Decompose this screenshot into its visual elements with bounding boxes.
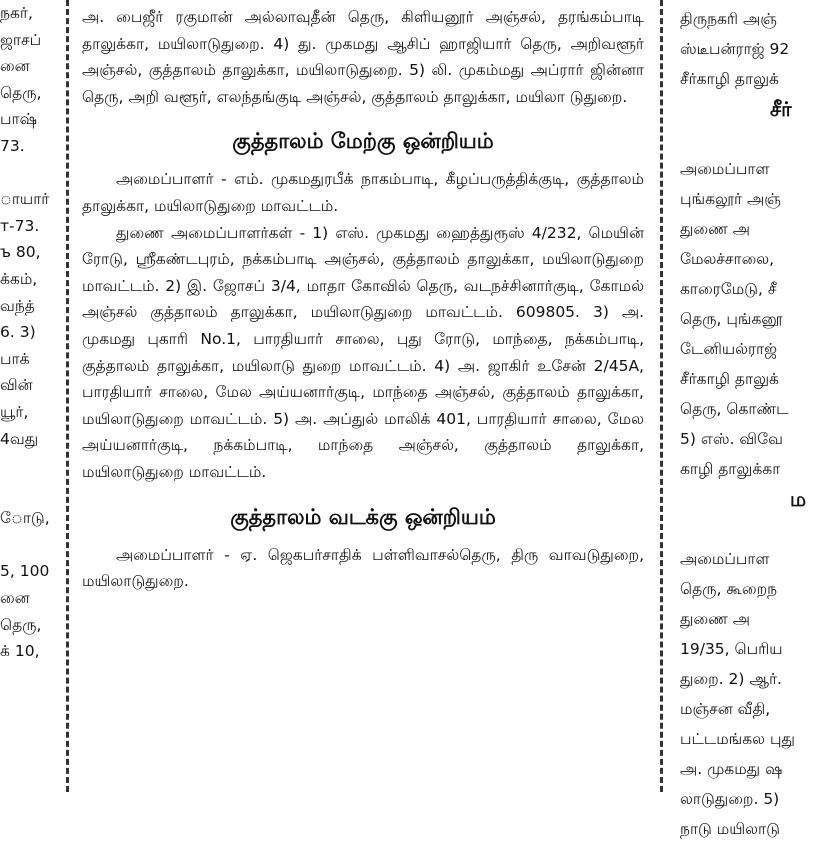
- right-fragment-line: சீர்காழி தாலுக்: [680, 70, 779, 88]
- left-fragment-line: வந்த்: [0, 296, 35, 315]
- left-fragment-line: வின்: [0, 376, 33, 395]
- right-fragment-line: அமைப்பாள: [680, 550, 770, 568]
- left-fragment-line: [0, 452, 50, 479]
- right-fragment-line: தெரு, கொண்ட: [680, 400, 789, 418]
- left-fragment-line: தெரு,: [0, 615, 42, 634]
- left-fragment-line: க்கம்,: [0, 269, 38, 288]
- paragraph-organizer: அமைப்பாளர் - எம். முகமதுரபீக் நாகம்பாடி, கீழப்பருத்திக்குடி, குத்தாலம் தாலுக்கா, மயிலாடுதுறை மாவட்டம்.: [82, 170, 644, 215]
- right-fragment-line: அமைப்பாள: [680, 160, 770, 178]
- right-fragment-line: பட்டமங்கல புது: [680, 730, 795, 748]
- right-fragment-line: சீர்காழி தாலுக்: [680, 370, 779, 388]
- right-fragment-line: ம: [790, 487, 807, 511]
- left-fragment-line: [0, 160, 50, 187]
- right-fragment-line: துறை. 2) ஆர்.: [680, 670, 782, 688]
- left-column-fragment: [0, 0, 50, 792]
- right-fragment-line: திருநகரி அஞ்: [680, 10, 777, 28]
- right-fragment-line: தெரு, கூறைந: [680, 580, 778, 598]
- right-fragment-line: மஞ்சன வீதி,: [680, 700, 771, 718]
- left-fragment-line: [0, 479, 50, 506]
- left-fragment-line: யூர்,: [0, 402, 29, 421]
- right-fragment-line: சீர்: [770, 97, 792, 121]
- section-heading-kuthalam-west: குத்தாலம் மேற்கு ஒன்றியம்: [232, 129, 494, 154]
- right-fragment-line: புங்கலூர் அஞ்: [680, 190, 781, 208]
- column-divider-right: [660, 0, 663, 792]
- left-fragment-line: ъ 80,: [0, 243, 41, 262]
- left-fragment-line: னை: [0, 57, 30, 76]
- section-heading-kuthalam-north: குத்தாலம் வடக்கு ஒன்றியம்: [230, 504, 496, 529]
- left-fragment-line: 4வது: [0, 429, 39, 448]
- paragraph-continuation: அ. பைஜீர் ரகுமான் அல்லாவுதீன் தெரு, கிளியனூர் அஞ்சல், தரங்கம்பாடி தாலுக்கா, மயிலாடுதுறை. 4) து. முகமது ஆசிப் ஹாஜியார் தெரு, அறிவளூர் அஞ்சல், குத்தாலம் தாலுக்கா, மயிலாடுதுறை. 5) லி. முகம்மது அப்ரார் ஜின்னா தெரு, அறி வளூர், எலந்தங்குடி அஞ்சல், குத்தாலம் தாலுக்கா, மயிலா டுதுறை.: [82, 8, 644, 106]
- right-fragment-line: டேனியல்ராஜ்: [680, 340, 778, 358]
- left-fragment-line: பாக்: [0, 349, 30, 368]
- column-divider-left: [66, 0, 69, 792]
- left-fragment-line: 5, 100: [0, 562, 50, 581]
- right-fragment-line: துணை அ: [680, 220, 750, 238]
- left-fragment-line: т-73.: [0, 216, 40, 235]
- right-fragment-line: நாடு மயிலாடு: [680, 820, 780, 838]
- left-fragment-line: தெரு,: [0, 83, 42, 102]
- left-fragment-line: ஜாசப்: [0, 30, 42, 49]
- left-fragment-line: க் 10,: [0, 642, 40, 661]
- right-fragment-line: [680, 514, 840, 544]
- middle-column: [82, 4, 644, 792]
- paragraph-organizer-north: அமைப்பாளர் - ஏ. ஜெகபர்சாதிக் பள்ளிவாசல்தெரு, திரு வாவடுதுறை, மயிலாடுதுறை.: [82, 545, 644, 591]
- right-fragment-line: 5) எஸ். விவே: [680, 430, 783, 448]
- left-fragment-line: ோடு,: [0, 509, 50, 528]
- left-fragment-line: நகர்,: [0, 4, 33, 22]
- right-fragment-line: அ. முகமது ஷ: [680, 760, 783, 778]
- right-fragment-line: தெரு, புங்கனூ: [680, 310, 783, 328]
- right-column-fragment: [680, 4, 840, 838]
- right-fragment-line: மேலச்சாலை,: [680, 250, 775, 268]
- left-fragment-line: 6. 3): [0, 323, 36, 342]
- right-fragment-line: 19/35, பெரிய: [680, 640, 783, 658]
- right-fragment-line: காழி தாலுக்கா: [680, 460, 781, 478]
- left-fragment-line: 73.: [0, 136, 25, 155]
- right-fragment-line: லாடுதுறை. 5): [680, 790, 780, 808]
- right-fragment-line: துணை அ: [680, 610, 750, 628]
- right-fragment-line: [680, 124, 840, 154]
- left-fragment-line: பாஷ்: [0, 110, 37, 129]
- right-fragment-line: காரைமேடு, சீ: [680, 280, 777, 298]
- left-fragment-line: னை: [0, 589, 30, 608]
- paragraph-deputy-organizers: துணை அமைப்பாளர்கள் - 1) எஸ். முகமது ஹைத்துரூஸ் 4/232, மெயின் ரோடு, ஸ்ரீகண்டபுரம், நக்கம்பாடி அஞ்சல், குத்தாலம் தாலுக்கா, மயிலாடுதுறை மாவட்டம். 2) இ. ஜோசப் 3/4, மாதா கோவில் தெரு, வடநச்சினார்குடி, கோமல் அஞ்சல் குத்தாலம் தாலுக்கா, மயிலாடுதுறை மாவட்டம். 609805. 3) அ. முகமது புகாரி No.1, பாரதியார் சாலை, புது ரோடு, மாந்தை, நக்கம்பாடி, குத்தாலம் தாலுக்கா, மயிலாடு துறை மாவட்டம். 4) அ. ஜாகிர் உசேன் 2/45A, பாரதியார் சாலை, மேல அய்யனார்குடி, மாந்தை அஞ்சல், குத்தாலம் தாலுக்கா, மயிலாடுதுறை மாவட்டம். 5) அ. அப்துல் மாலிக் 401, பாரதியார் சாலை, மேல அய்யனார்குடி, நக்கம்பாடி, மாந்தை அஞ்சல், குத்தாலம் தாலுக்கா, மயிலாடுதுறை மாவட்டம்.: [82, 223, 644, 481]
- right-fragment-line: ஸ்டீபன்ராஜ் 92: [680, 40, 790, 58]
- left-fragment-line: [0, 532, 50, 559]
- left-fragment-line: ாயார்: [0, 190, 50, 209]
